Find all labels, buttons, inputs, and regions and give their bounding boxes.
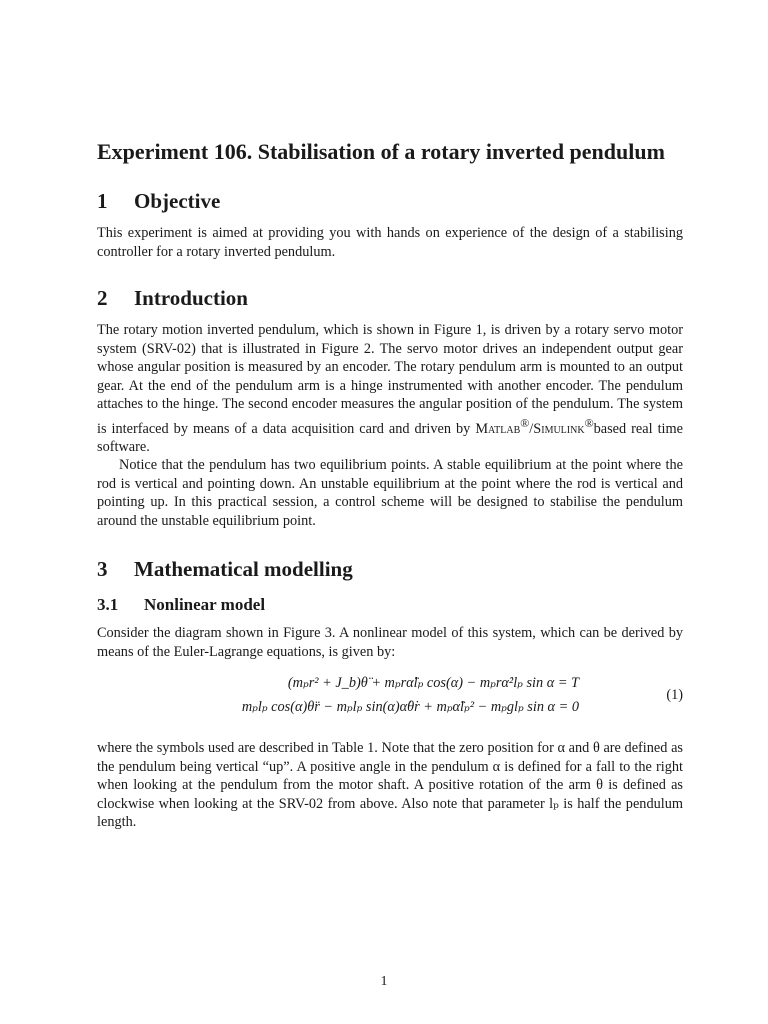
objective-paragraph: This experiment is aimed at providing you with hands on experience of the design of a stabilising controller for a rotary inverted pendulum. [97,225,683,260]
section-2-heading [97,285,683,311]
section-1-heading [97,188,683,214]
section-3-number: 3 [97,557,108,582]
section-1-number: 1 [97,189,108,213]
simulink-name: Simulink [533,420,585,437]
subsection-3-1-title: Nonlinear model [144,595,266,615]
section-2-title: Introduction [134,286,248,310]
registered-mark-1: ® [520,415,530,430]
matlab-name: Matlab [475,420,521,437]
subsection-3-1-number: 3.1 [97,595,119,615]
section-2-number: 2 [97,286,108,310]
intro-text-a: The rotary motion inverted pendulum, which is shown in Figure 1, is driven by a rotary servo motor system (SRV-02) that is illustrated in Figure 2. The servo motor drives an independent output gear whose angular position is measured by an encoder. The rotary pendulum arm is mounted to an output gear. At the end of the pendulum arm is a hinge instrumented with another encoder. The pendulum attaches to the hinge. The second encoder measures the angular position of the pendulum. The system is interfaced by means of a data acquisition card and driven by [97,322,683,437]
equation-1 [97,673,683,729]
equation-line-2: mₚlₚ cos(α)θ̈r − mₚlₚ sin(α)α̇θ̇r + mₚα̈lₚ² − mₚglₚ sin α = 0 [241,699,579,716]
equation-number: (1) [666,687,683,704]
section-1-title: Objective [134,189,221,213]
model-paragraph-1: Consider the diagram shown in Figure 3. A nonlinear model of this system, which can be derived by means of the Euler-Lagrange equations, is given by: [97,625,683,660]
page-number: 1 [380,974,388,989]
model-paragraph-2: where the symbols used are described in Table 1. Note that the zero position for α and θ are defined as the pendulum being vertical “up”. A positive angle in the pendulum α is defined for a fall to the right when looking at the pendulum from the motor shaft. A positive rotation of the arm θ is defined as clockwise when looking at the SRV-02 from above. Also note that parameter lₚ is half the pendulum length. [97,740,683,831]
subsection-3-1-heading [97,594,683,616]
registered-mark-2: ® [584,415,594,430]
intro-text-b: based real time software. [97,420,683,455]
introduction-paragraph-1 [97,321,683,456]
slash: / [529,420,534,437]
section-3-heading [97,556,683,582]
page-content [97,138,683,832]
introduction-paragraph-2: Notice that the pendulum has two equilibrium points. A stable equilibrium at the point where the rod is vertical and pointing down. An unstable equilibrium at the point where the rod is vertical and pointing up. In this practical session, a control scheme will be designed to stabilise the pendulum around the unstable equilibrium point. [97,457,683,529]
document-title: Experiment 106. Stabilisation of a rotary inverted pendulum [97,139,665,164]
equation-line-1: (mₚr² + J_b)θ̈ + mₚrα̈lₚ cos(α) − mₚrα̇²lₚ sin α = T [287,675,579,692]
section-3-title: Mathematical modelling [134,557,353,582]
